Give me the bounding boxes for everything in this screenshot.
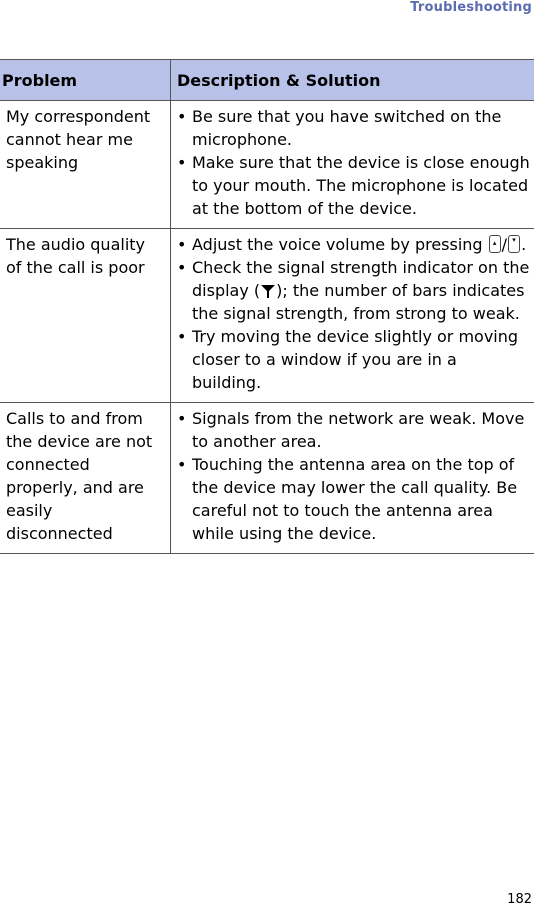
column-header-solution: Description & Solution [171,60,535,101]
solution-cell [171,403,535,554]
solution-text: Check the signal strength indicator on the display ( [192,258,530,300]
signal-strength-icon [260,284,276,298]
solution-item [177,233,530,256]
solution-list [177,233,530,394]
solution-text: Adjust the voice volume by pressing [192,235,488,254]
table-row [0,403,534,554]
solution-item [177,256,530,325]
volume-down-key-icon [508,235,520,253]
troubleshooting-table [0,59,534,554]
solution-item: • Touching the antenna area on the top of the device may lower the call quality. Be careful not to touch the antenna area while using the device. [177,453,530,545]
problem-cell: Calls to and from the device are not connected properly, and are easily disconnected [0,403,171,554]
section-title: Troubleshooting [410,0,532,15]
table-row [0,229,534,403]
solution-list [177,105,530,220]
solution-text: ); the number of bars indicates the signal strength, from strong to weak. [192,281,525,323]
key-separator: / [501,235,508,254]
table-header-row [0,60,534,101]
problem-cell: The audio quality of the call is poor [0,229,171,403]
volume-up-key-icon [489,235,501,253]
solution-item: • Signals from the network are weak. Move to another area. [177,407,530,453]
solution-list [177,407,530,545]
page-number: 182 [507,892,532,907]
solution-item: • Be sure that you have switched on the microphone. [177,105,530,151]
solution-cell [171,229,535,403]
solution-item: • Make sure that the device is close enough to your mouth. The microphone is located at the bottom of the device. [177,151,530,220]
problem-cell: My correspondent cannot hear me speaking [0,101,171,229]
solution-text: . [521,235,527,254]
solution-item: • Try moving the device slightly or moving closer to a window if you are in a building. [177,325,530,394]
column-header-problem: Problem [0,60,171,101]
table-row [0,101,534,229]
solution-cell [171,101,535,229]
